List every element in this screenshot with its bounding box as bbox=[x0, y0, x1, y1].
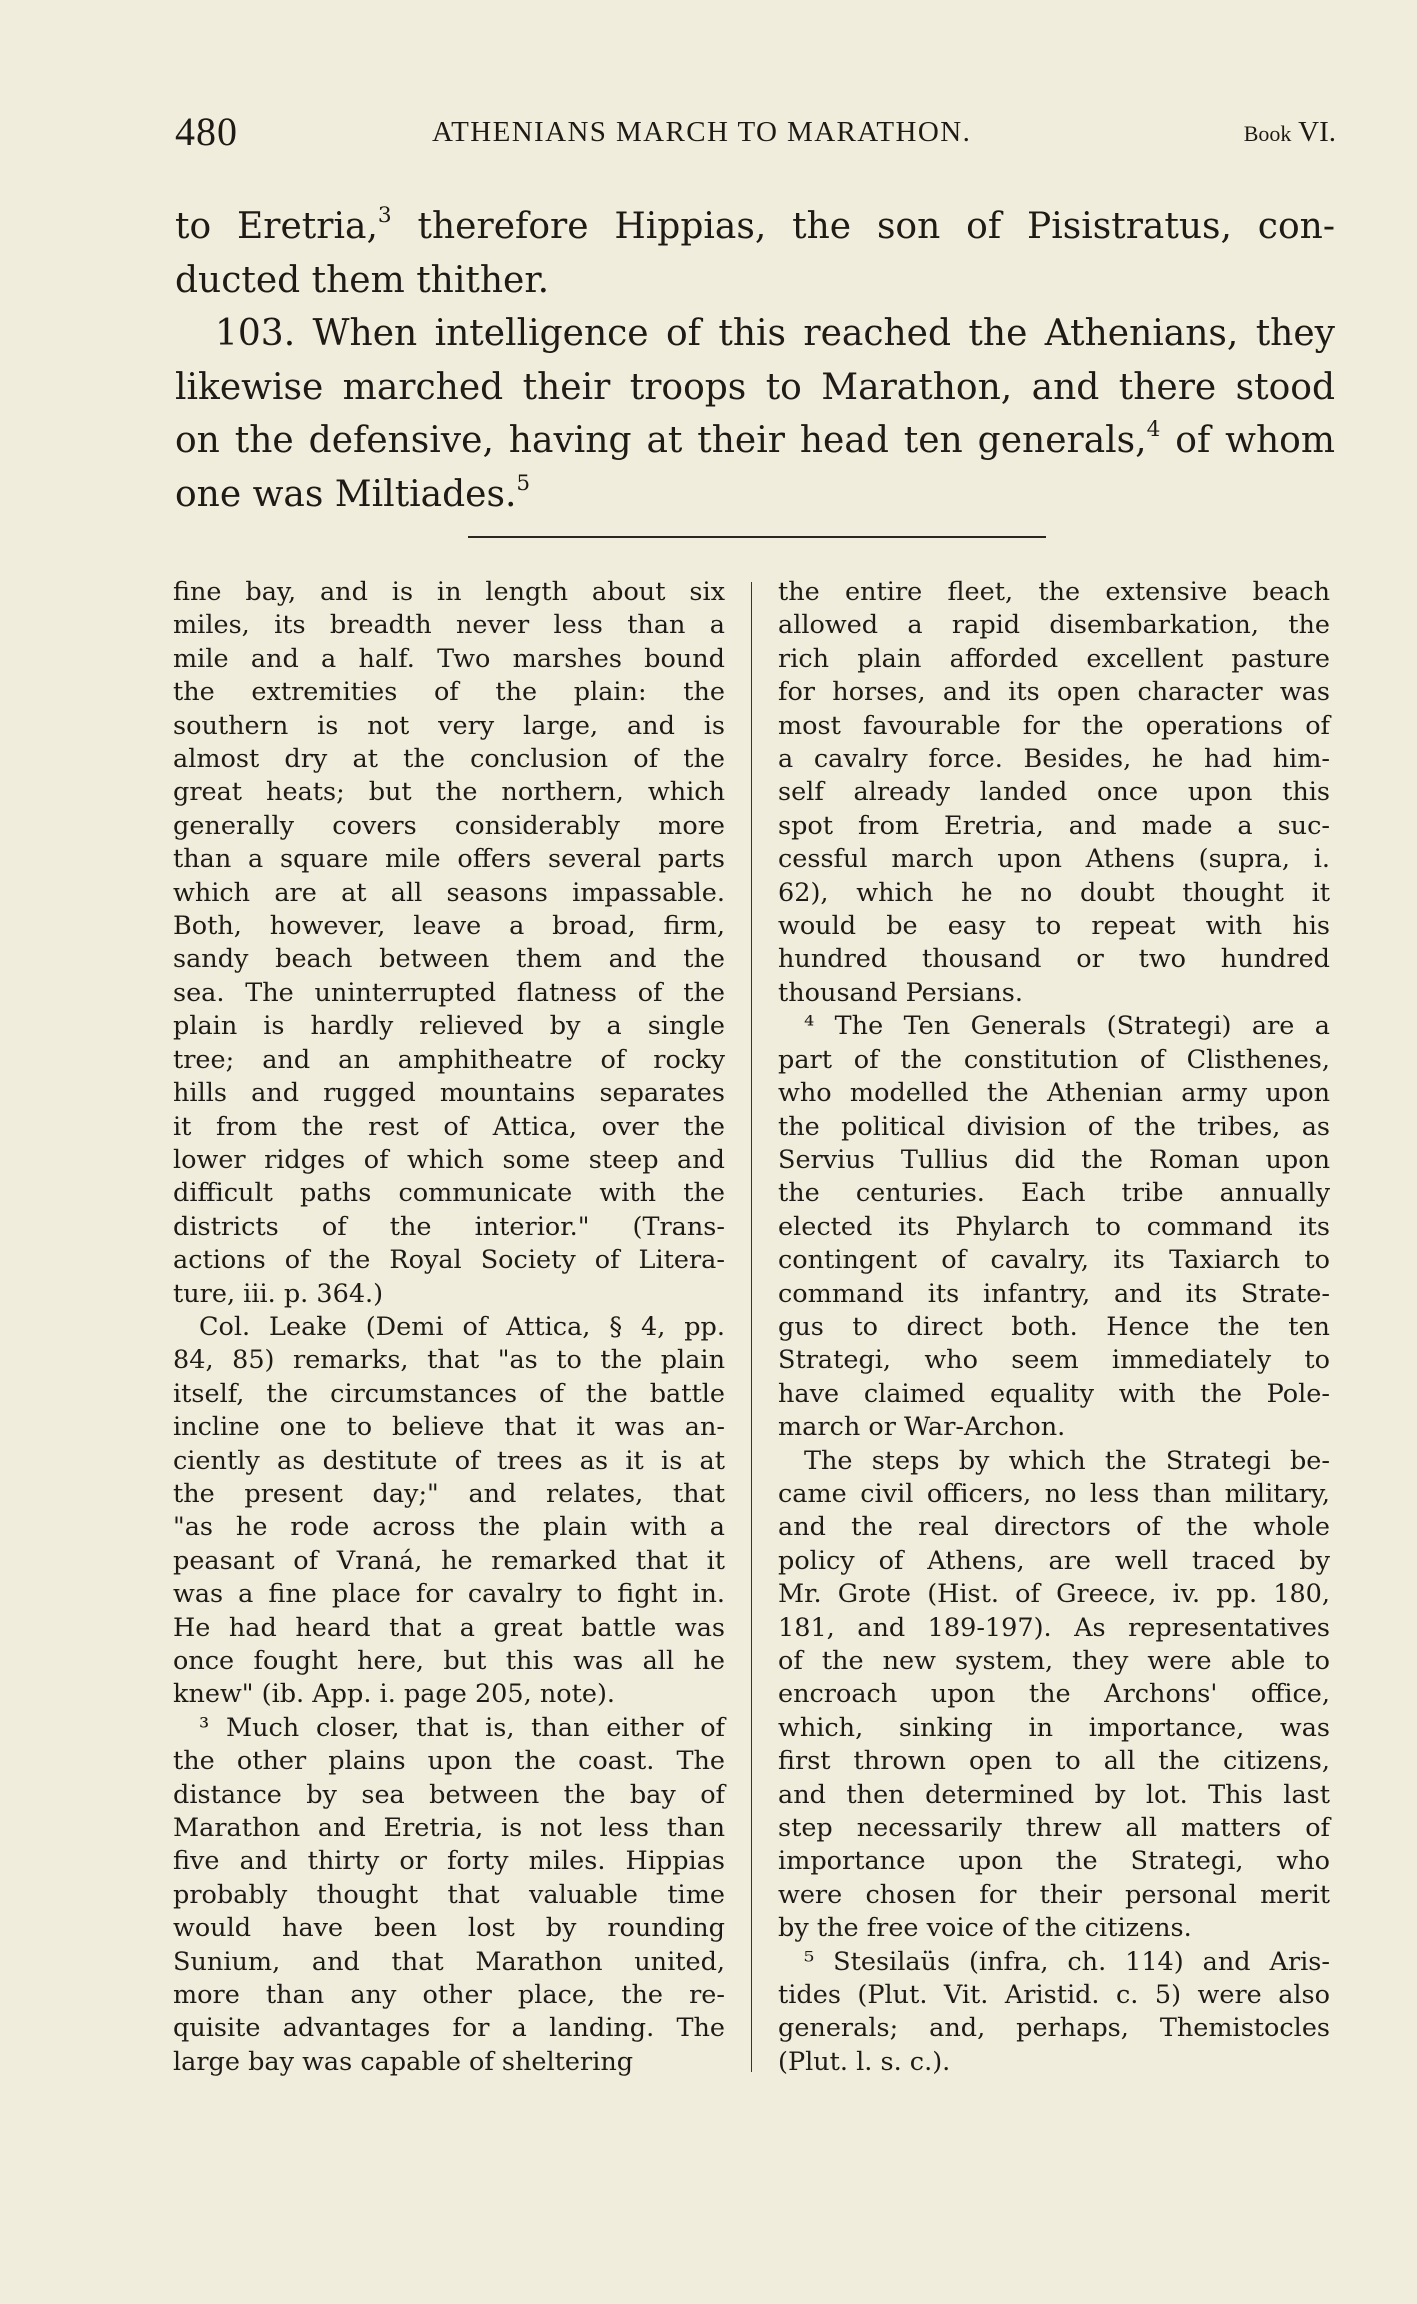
footnote-line: command its infantry, and its Strate- bbox=[778, 1278, 1330, 1309]
footnote-line: it from the rest of Attica, over the bbox=[173, 1111, 725, 1142]
footnote-line: 181, and 189-197). As representatives bbox=[778, 1612, 1330, 1643]
footnote-line: ⁵ Stesilaüs (infra, ch. 114) and Aris- bbox=[804, 1946, 1330, 1977]
footnote-line: hills and rugged mountains separates bbox=[173, 1078, 725, 1109]
footnote-line: of the new system, they were able to bbox=[778, 1646, 1330, 1676]
footnote-line: spot from Eretria, and made a suc- bbox=[778, 810, 1330, 841]
footnote-line: have claimed equality with the Pole- bbox=[778, 1378, 1330, 1409]
footnote-line: Both, however, leave a broad, firm, bbox=[173, 911, 725, 942]
footnote-line: thousand Persians. bbox=[778, 977, 1023, 1008]
footnote-line: and the real directors of the whole bbox=[778, 1512, 1330, 1543]
footnote-ref-3: 3 bbox=[377, 202, 392, 228]
footnote-line: than a square mile offers several parts bbox=[173, 844, 725, 875]
text-line: to Eretria,$^3$ therefore Hippias, the son of Pisistratus, con- bbox=[175, 202, 1335, 247]
running-title: ATHENIANS MARCH TO MARATHON. bbox=[432, 116, 972, 148]
page-header bbox=[175, 108, 1345, 158]
footnote-line: tides (Plut. Vit. Aristid. c. 5) were also bbox=[778, 1980, 1330, 2011]
footnote-line: step necessarily threw all matters of bbox=[778, 1813, 1330, 1844]
footnote-line: and then determined by lot. This last bbox=[778, 1779, 1330, 1810]
footnote-line: a cavalry force. Besides, he had him- bbox=[778, 744, 1330, 775]
footnote-line: policy of Athens, are well traced by bbox=[778, 1545, 1330, 1576]
footnote-ref-5: 5 bbox=[516, 470, 531, 496]
footnote-line: most favourable for the operations of bbox=[778, 710, 1330, 741]
footnote-line: 62), which he no doubt thought it bbox=[778, 877, 1330, 908]
footnote-line: who modelled the Athenian army upon bbox=[778, 1078, 1330, 1109]
footnotes-right-column bbox=[778, 576, 1330, 2079]
main-paragraph-2 bbox=[175, 307, 1335, 521]
text-line: on the defensive, having at their head ten generals,$^4$ of whom bbox=[175, 416, 1335, 461]
main-paragraph-1 bbox=[175, 200, 1335, 307]
footnote-line: itself, the circumstances of the battle bbox=[173, 1378, 725, 1409]
footnote-line: plain is hardly relieved by a single bbox=[173, 1011, 725, 1042]
footnote-line: He had heard that a great battle was bbox=[173, 1612, 725, 1643]
footnote-separator bbox=[468, 536, 1046, 538]
footnote-line: mile and a half. Two marshes bound bbox=[173, 643, 725, 674]
footnote-line: came civil officers, no less than military, bbox=[778, 1478, 1330, 1509]
text-line: likewise marched their troops to Marathon, and there stood bbox=[175, 366, 1335, 408]
footnote-line: the present day;" and relates, that bbox=[173, 1478, 725, 1509]
footnote-line: part of the constitution of Clisthenes, bbox=[778, 1044, 1330, 1075]
footnote-line: actions of the Royal Society of Litera- bbox=[173, 1245, 725, 1276]
footnote-line: southern is not very large, and is bbox=[173, 710, 725, 741]
footnote-line: quisite advantages for a landing. The bbox=[173, 2013, 725, 2044]
footnote-line: tree; and an amphitheatre of rocky bbox=[173, 1044, 725, 1075]
footnote-line: the extremities of the plain: the bbox=[173, 677, 725, 708]
footnote-line: importance upon the Strategi, who bbox=[778, 1846, 1330, 1877]
footnote-line: great heats; but the northern, which bbox=[173, 777, 725, 808]
footnote-line: probably thought that valuable time bbox=[173, 1879, 725, 1910]
footnote-line: self already landed once upon this bbox=[778, 777, 1330, 808]
footnote-line: for horses, and its open character was bbox=[778, 677, 1330, 708]
text-line: ducted them thither. bbox=[175, 259, 550, 301]
footnote-line: The steps by which the Strategi be- bbox=[804, 1445, 1330, 1476]
footnote-line: first thrown open to all the citizens, bbox=[778, 1746, 1330, 1777]
footnote-line: ciently as destitute of trees as it is at bbox=[173, 1445, 725, 1476]
footnote-line: the entire fleet, the extensive beach bbox=[778, 577, 1330, 607]
text-line: one was Miltiades.$^5$ bbox=[175, 470, 531, 515]
footnote-line: Col. Leake (Demi of Attica, § 4, pp. bbox=[199, 1311, 725, 1342]
column-divider bbox=[751, 582, 752, 2072]
page-number: 480 bbox=[175, 109, 238, 154]
footnote-line: allowed a rapid disembarkation, the bbox=[778, 610, 1330, 641]
footnote-line: (Plut. l. s. c.). bbox=[778, 2046, 951, 2077]
footnote-line: gus to direct both. Hence the ten bbox=[778, 1311, 1330, 1342]
text-line: 103. When intelligence of this reached the Athenians, they bbox=[215, 313, 1335, 354]
footnote-line: Sunium, and that Marathon united, bbox=[173, 1946, 725, 1977]
footnote-line: difficult paths communicate with the bbox=[173, 1178, 725, 1209]
book-number: VI. bbox=[1298, 116, 1336, 148]
footnote-line: districts of the interior." (Trans- bbox=[173, 1211, 725, 1242]
footnote-line: knew" (ib. App. i. page 205, note). bbox=[173, 1679, 616, 1710]
main-text bbox=[175, 200, 1335, 521]
footnote-line: march or War-Archon. bbox=[778, 1412, 1066, 1443]
footnote-line: more than any other place, the re- bbox=[173, 1980, 725, 2011]
footnote-line: sea. The uninterrupted flatness of the bbox=[173, 977, 725, 1008]
footnote-line: were chosen for their personal merit bbox=[778, 1879, 1330, 1910]
footnote-line: cessful march upon Athens (supra, i. bbox=[778, 844, 1330, 875]
footnotes-left-column bbox=[173, 576, 725, 2079]
footnote-line: Servius Tullius did the Roman upon bbox=[778, 1144, 1330, 1175]
footnote-line: "as he rode across the plain with a bbox=[173, 1512, 725, 1543]
footnote-line: which are at all seasons impassable. bbox=[173, 877, 725, 908]
footnote-line: five and thirty or forty miles. Hippias bbox=[173, 1846, 725, 1877]
footnote-line: by the free voice of the citizens. bbox=[778, 1913, 1192, 1944]
footnote-line: rich plain afforded excellent pasture bbox=[778, 643, 1330, 674]
footnote-line: the political division of the tribes, as bbox=[778, 1111, 1330, 1142]
footnote-line: ture, iii. p. 364.) bbox=[173, 1278, 384, 1309]
footnote-line: contingent of cavalry, its Taxiarch to bbox=[778, 1245, 1330, 1276]
footnote-line: Strategi, who seem immediately to bbox=[778, 1345, 1330, 1376]
footnote-line: almost dry at the conclusion of the bbox=[173, 744, 725, 775]
footnote-line: encroach upon the Archons' office, bbox=[778, 1679, 1330, 1710]
footnote-line: sandy beach between them and the bbox=[173, 944, 725, 975]
footnote-line: generals; and, perhaps, Themistocles bbox=[778, 2013, 1330, 2044]
footnote-line: which, sinking in importance, was bbox=[778, 1712, 1330, 1743]
footnote-line: was a fine place for cavalry to fight in. bbox=[173, 1579, 725, 1610]
footnote-line: distance by sea between the bay of bbox=[173, 1779, 725, 1810]
footnote-line: hundred thousand or two hundred bbox=[778, 944, 1330, 975]
footnote-line: would be easy to repeat with his bbox=[778, 911, 1330, 942]
footnote-line: 84, 85) remarks, that "as to the plain bbox=[173, 1345, 725, 1376]
footnote-line: incline one to believe that it was an- bbox=[173, 1412, 725, 1443]
footnote-line: once fought here, but this was all he bbox=[173, 1646, 725, 1676]
book-label bbox=[1244, 116, 1336, 149]
footnote-line: ⁴ The Ten Generals (Strategi) are a bbox=[804, 1011, 1330, 1042]
footnote-line: generally covers considerably more bbox=[173, 810, 725, 841]
footnote-line: elected its Phylarch to command its bbox=[778, 1211, 1330, 1242]
footnote-line: ³ Much closer, that is, than either of bbox=[199, 1712, 725, 1743]
footnote-line: Mr. Grote (Hist. of Greece, iv. pp. 180, bbox=[778, 1579, 1330, 1610]
footnote-line: the centuries. Each tribe annually bbox=[778, 1178, 1330, 1209]
footnote-line: Marathon and Eretria, is not less than bbox=[173, 1813, 725, 1844]
footnote-ref-4: 4 bbox=[1146, 416, 1161, 442]
footnote-line: would have been lost by rounding bbox=[173, 1913, 725, 1944]
footnote-line: the other plains upon the coast. The bbox=[173, 1746, 725, 1777]
footnote-line: lower ridges of which some steep and bbox=[173, 1144, 725, 1175]
footnote-line: miles, its breadth never less than a bbox=[173, 610, 725, 641]
footnote-line: peasant of Vraná, he remarked that it bbox=[173, 1545, 725, 1576]
book-word: Book bbox=[1243, 121, 1292, 146]
footnote-line: large bay was capable of sheltering bbox=[173, 2046, 634, 2077]
footnote-line: fine bay, and is in length about six bbox=[173, 577, 725, 607]
